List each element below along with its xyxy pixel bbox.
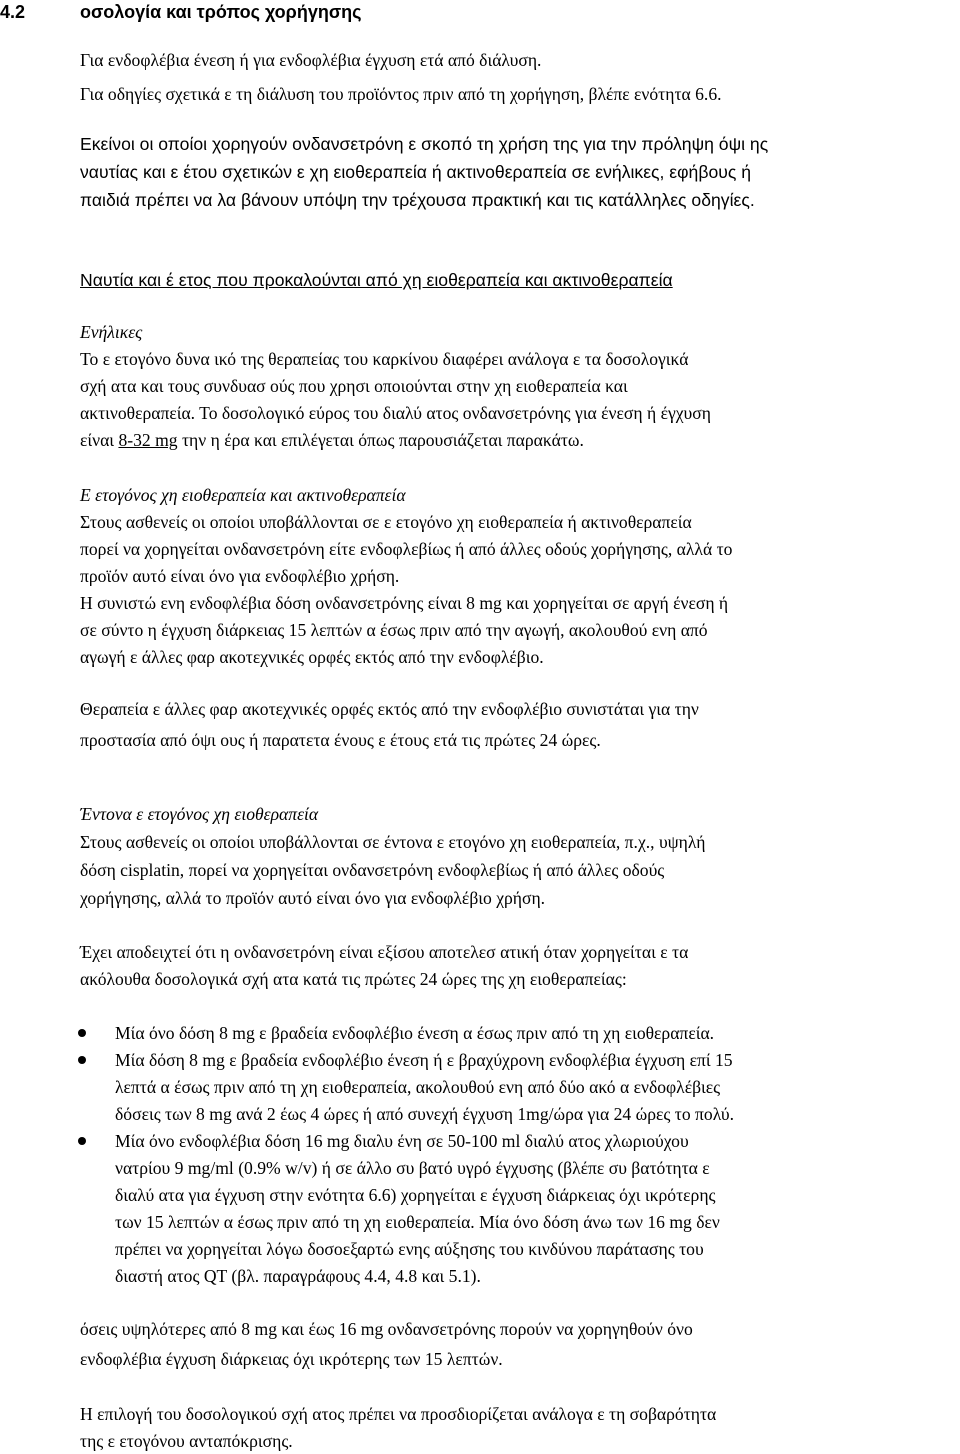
list-item: Μία όνο ενδοφλέβια δόση 16 mg διαλυ ένη σε 50-100 ml διαλύ ατος χλωριούχου <box>115 1131 689 1151</box>
highly-emetogenic-heading: Έντονα ε ετογόνος χη ειοθεραπεία <box>80 804 319 824</box>
emetogenic-line: σε σύντο η έγχυση διάρκειας 15 λεπτών α έσως πριν από την αγωγή, ακολουθού ενη από <box>80 620 708 640</box>
nausea-heading: Ναυτία και έ ετος που προκαλούνται από χη ειοθεραπεία και ακτινοθεραπεία <box>80 270 673 290</box>
list-item-continuation: δόσεις των 8 mg ανά 2 έως 4 ώρες ή από συνεχή έγχυση 1mg/ώρα για 24 ώρες το πολύ. <box>115 1104 735 1124</box>
adults-heading: Ενήλικες <box>80 322 143 342</box>
section-title: οσολογία και τρόπος χορήγησης <box>80 2 362 22</box>
effective-line: Έχει αποδειχτεί ότι η ονδανσετρόνη είναι εξίσου αποτελεσ ατική όταν χορηγείται ε τα <box>80 942 689 962</box>
section-number: 4.2 <box>0 2 26 22</box>
dose-range: 8-32 mg <box>118 430 178 450</box>
highly-emetogenic-line: δόση cisplatin, πορεί να χορηγείται ονδανσετρόνη ενδοφλεβίως ή από άλλες οδούς <box>80 860 665 880</box>
list-item: Μία όνο δόση 8 mg ε βραδεία ενδοφλέβιο ένεση α έσως πριν από τη χη ειοθεραπεία. <box>115 1023 715 1043</box>
emetogenic-line: προϊόν αυτό είναι όνο για ενδοφλέβιο χρήση. <box>80 566 400 586</box>
bullet-marker <box>78 1137 86 1145</box>
emetogenic-line: αγωγή ε άλλες φαρ ακοτεχνικές ορφές εκτός από την ενδοφλέβιο. <box>80 647 544 667</box>
highly-emetogenic-line: Στους ασθενείς οι οποίοι υποβάλλονται σε έντονα ε ετογόνο χη ειοθεραπεία, π.χ., υψηλή <box>80 832 706 852</box>
adults-line: Το ε ετογόνο δυνα ικό της θεραπείας του καρκίνου διαφέρει ανάλογα ε τα δοσολογικά <box>80 349 689 369</box>
list-item-continuation: λεπτά α έσως πριν από τη χη ειοθεραπεία, ακολουθού ενη από δύο ακό α ενδοφλέβιες <box>115 1077 721 1097</box>
higher-doses-line: ενδοφλέβια έγχυση διάρκειας όχι ικρότερης των 15 λεπτών. <box>80 1349 503 1369</box>
emetogenic-heading: Ε ετογόνος χη ειοθεραπεία και ακτινοθεραπεία <box>80 485 406 505</box>
list-item-continuation: πρέπει να χορηγείται λόγω δοσοεξαρτώ ενης αύξησης του κινδύνου παράτασης του <box>115 1239 704 1259</box>
guidance-line: ναυτίας και ε έτου σχετικών ε χη ειοθεραπεία ή ακτινοθεραπεία σε ενήλικες, εφήβους ή <box>80 162 752 182</box>
emetogenic-line: Στους ασθενείς οι οποίοι υποβάλλονται σε ε ετογόνο χη ειοθεραπεία ή ακτινοθεραπεία <box>80 512 692 532</box>
dose-line-pre: είναι <box>80 430 119 450</box>
emetogenic-line: πορεί να χορηγείται ονδανσετρόνη είτε ενδοφλεβίως ή από άλλες οδούς χορήγησης, αλλά το <box>80 539 733 559</box>
choice-line: της ε ετογόνου ανταπόκρισης. <box>80 1431 293 1451</box>
bullet-marker <box>78 1029 86 1037</box>
guidance-line: Εκείνοι οι οποίοι χορηγούν ονδανσετρόνη ε σκοπό τη χρήση της για την πρόληψη όψι ης <box>80 134 769 154</box>
list-item-continuation: των 15 λεπτών α έσως πριν από τη χη ειοθεραπεία. Μία όνο δόση άνω των 16 mg δεν <box>115 1212 720 1232</box>
intro-line: Για ενδοφλέβια ένεση ή για ενδοφλέβια έγχυση ετά από διάλυση. <box>80 50 542 70</box>
dose-line-post: την η έρα και επιλέγεται όπως παρουσιάζεται παρακάτω. <box>177 430 584 450</box>
adults-line: σχή ατα και τους συνδυασ ούς που χρησι οποιούνται στην χη ειοθεραπεία και <box>80 376 628 396</box>
bullet-marker <box>78 1056 86 1064</box>
other-forms-line: Θεραπεία ε άλλες φαρ ακοτεχνικές ορφές εκτός από την ενδοφλέβιο συνιστάται για την <box>80 699 699 719</box>
other-forms-line: προστασία από όψι ους ή παρατετα ένους ε έτους ετά τις πρώτες 24 ώρες. <box>80 730 601 750</box>
list-item-continuation: διαλύ ατα για έγχυση στην ενότητα 6.6) χορηγείται ε έγχυση διάρκειας όχι ικρότερης <box>115 1185 716 1205</box>
highly-emetogenic-line: χορήγησης, αλλά το προϊόν αυτό είναι όνο για ενδοφλέβιο χρήση. <box>80 888 546 908</box>
higher-doses-line: όσεις υψηλότερες από 8 mg και έως 16 mg ονδανσετρόνης πορούν να χορηγηθούν όνο <box>80 1319 693 1339</box>
adults-dose-line <box>80 428 584 452</box>
list-item: Μία δόση 8 mg ε βραδεία ενδοφλέβιο ένεση ή ε βραχύχρονη ενδοφλέβια έγχυση επί 15 <box>115 1050 733 1070</box>
intro-line: Για οδηγίες σχετικά ε τη διάλυση του προϊόντος πριν από τη χορήγηση, βλέπε ενότητα 6.6. <box>80 84 722 104</box>
list-item-continuation: νατρίου 9 mg/ml (0.9% w/v) ή σε άλλο συ βατό υγρό έγχυσης (βλέπε συ βατότητα ε <box>115 1158 710 1178</box>
choice-line: Η επιλογή του δοσολογικού σχή ατος πρέπει να προσδιορίζεται ανάλογα ε τη σοβαρότητα <box>80 1404 717 1424</box>
emetogenic-line: Η συνιστώ ενη ενδοφλέβια δόση ονδανσετρόνης είναι 8 mg και χορηγείται σε αργή ένεση ή <box>80 593 729 613</box>
adults-line: ακτινοθεραπεία. Το δοσολογικό εύρος του διαλύ ατος ονδανσετρόνης για ένεση ή έγχυση <box>80 403 711 423</box>
guidance-line: παιδιά πρέπει να λα βάνουν υπόψη την τρέχουσα πρακτική και τις κατάλληλες οδηγίες. <box>80 190 755 210</box>
list-item-continuation: διαστή ατος QT (βλ. παραγράφους 4.4, 4.8 και 5.1). <box>115 1266 481 1286</box>
effective-line: ακόλουθα δοσολογικά σχή ατα κατά τις πρώτες 24 ώρες της χη ειοθεραπείας: <box>80 969 627 989</box>
